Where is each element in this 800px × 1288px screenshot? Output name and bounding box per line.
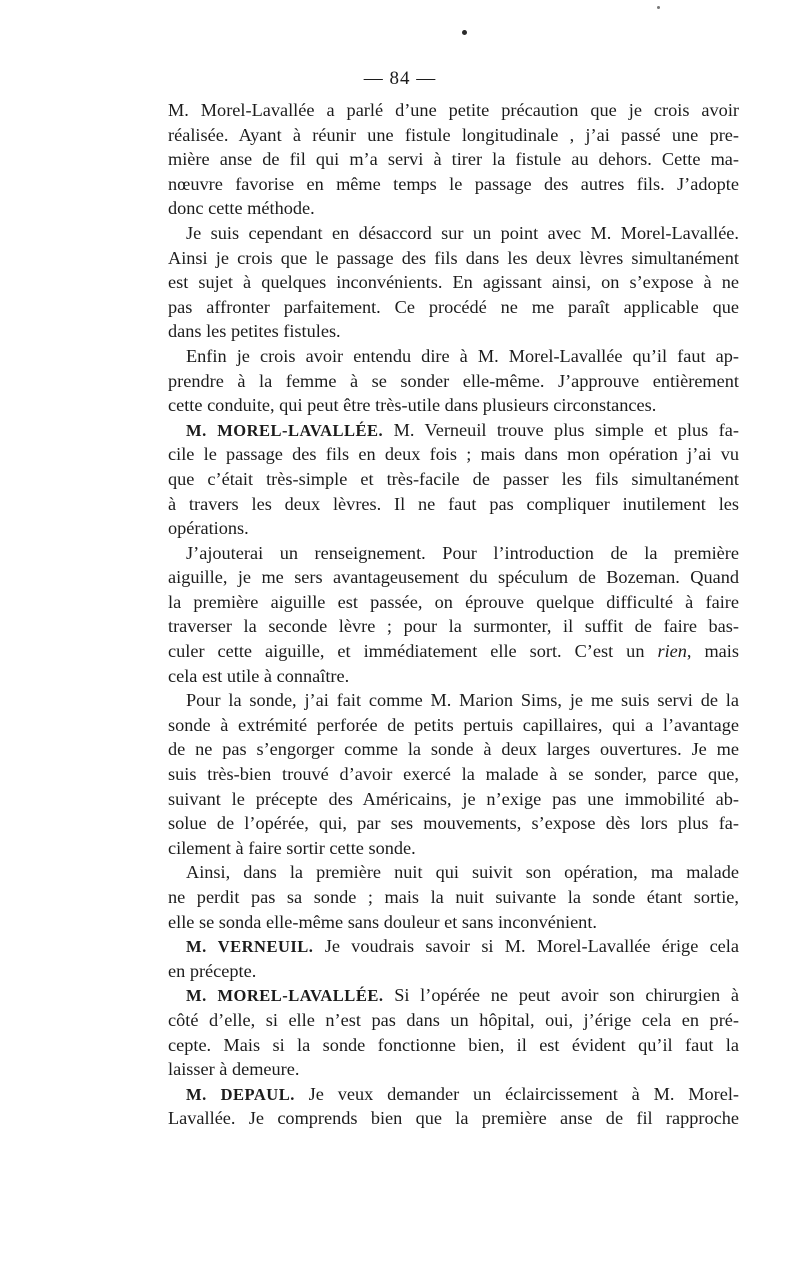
line-text: cile le passage des fils en deux fois ; mais dans mon opération j’ai vu xyxy=(168,444,739,465)
text-line xyxy=(168,762,739,787)
paragraph xyxy=(168,860,739,934)
line-text: J’ajouterai un renseignement. Pour l’introduction de la première xyxy=(186,542,739,563)
text-line xyxy=(168,590,739,615)
line-text: à travers les deux lèvres. Il ne faut pas compliquer inutilement les xyxy=(168,493,739,514)
paragraph xyxy=(168,934,739,983)
paragraph xyxy=(168,418,739,541)
line-text: cela est utile à connaître. xyxy=(168,665,350,686)
line-text: en précepte. xyxy=(168,960,257,981)
text-line xyxy=(168,344,739,369)
line-text: solue de l’opérée, qui, par ses mouvements, s’expose dès lors plus fa- xyxy=(168,813,739,834)
line-text: nœuvre favorise en même temps le passage des autres fils. J’adopte xyxy=(168,173,739,194)
text-line xyxy=(168,541,739,566)
line-text: est sujet à quelques inconvénients. En agissant ainsi, on s’expose à ne xyxy=(168,272,739,293)
ink-speck xyxy=(462,30,467,35)
line-text: que c’était très-simple et très-facile de passer les fils simultanément xyxy=(168,468,739,489)
paragraph xyxy=(168,344,739,418)
text-line xyxy=(168,959,739,984)
text-line xyxy=(168,688,739,713)
text-line xyxy=(168,221,739,246)
speaker-name: M. MOREL-LAVALLÉE. xyxy=(186,420,384,440)
line-text: Je voudrais savoir si M. Morel-Lavallée érige cela xyxy=(324,936,739,957)
text-line xyxy=(168,811,739,836)
line-text: cette conduite, qui peut être très-utile dans plusieurs circonstances. xyxy=(168,395,657,416)
line-text: Enfin je crois avoir entendu dire à M. Morel-Lavallée qu’il faut ap- xyxy=(186,345,739,366)
text-line xyxy=(168,442,739,467)
line-text: elle se sonda elle-même sans douleur et sans inconvénient. xyxy=(168,911,597,932)
speaker-name: M. MOREL-LAVALLÉE. xyxy=(186,986,384,1006)
text-line xyxy=(168,664,739,689)
ink-speck xyxy=(657,6,660,9)
line-text: sonde à extrémité perforée de petits pertuis capillaires, qui a l’avantage xyxy=(168,714,739,735)
paragraph xyxy=(168,541,739,689)
line-text: dans les petites fistules. xyxy=(168,321,341,342)
line-text: mière anse de fil qui m’a servi à tirer la fistule au dehors. Cette ma- xyxy=(168,149,739,170)
text-line xyxy=(168,737,739,762)
line-text: opérations. xyxy=(168,518,249,539)
text-line xyxy=(168,934,739,959)
line-text: cepte. Mais si la sonde fonctionne bien, il est évident qu’il faut la xyxy=(168,1034,739,1055)
line-text: Ainsi je crois que le passage des fils dans les deux lèvres simultanément xyxy=(168,247,739,268)
line-text: Si l’opérée ne peut avoir son chirurgien à xyxy=(394,985,739,1006)
line-text: M. Morel-Lavallée a parlé d’une petite précaution que je crois avoir xyxy=(168,100,739,120)
text-line xyxy=(168,393,739,418)
text-line xyxy=(168,1106,739,1131)
body-text xyxy=(168,98,739,1131)
text-line xyxy=(168,885,739,910)
line-text: Je suis cependant en désaccord sur un point avec M. Morel-Lavallée. xyxy=(186,222,739,243)
paragraph xyxy=(168,98,739,221)
line-text: de ne pas s’engorger comme la sonde à deux larges ouvertures. Je me xyxy=(168,739,739,760)
text-line xyxy=(168,319,739,344)
paragraph xyxy=(168,983,739,1081)
speaker-name: M. VERNEUIL. xyxy=(186,937,314,957)
line-text: Pour la sonde, j’ai fait comme M. Marion Sims, je me suis servi de la xyxy=(186,690,739,711)
paragraph xyxy=(168,688,739,860)
paragraph xyxy=(168,221,739,344)
text-line xyxy=(168,983,739,1008)
line-text: pas affronter parfaitement. Ce procédé ne me paraît applicable que xyxy=(168,296,739,317)
text-line xyxy=(168,787,739,812)
text-line xyxy=(168,910,739,935)
line-text: prendre à la femme à se sonder elle-même. J’approuve entièrement xyxy=(168,370,739,391)
line-text: réalisée. Ayant à réunir une fistule longitudinale , j’ai passé une pre- xyxy=(168,124,739,145)
text-line xyxy=(168,1033,739,1058)
line-text: culer cette aiguille, et immédiatement elle sort. C’est un rien, mais xyxy=(168,641,739,662)
text-line xyxy=(168,295,739,320)
text-line xyxy=(168,369,739,394)
line-text: Lavallée. Je comprends bien que la première anse de fil rapproche xyxy=(168,1108,739,1129)
page-number: — 84 — xyxy=(363,68,437,89)
line-text: M. Verneuil trouve plus simple et plus fa- xyxy=(393,419,739,440)
text-line xyxy=(168,492,739,517)
text-line xyxy=(168,418,739,443)
text-line xyxy=(168,614,739,639)
line-text: suis très-bien trouvé d’avoir exercé la malade à se sonder, parce que, xyxy=(168,764,739,785)
line-text: Je veux demander un éclaircissement à M. Morel- xyxy=(308,1083,739,1104)
line-text: cilement à faire sortir cette sonde. xyxy=(168,837,416,858)
text-line xyxy=(168,172,739,197)
text-line xyxy=(168,1008,739,1033)
paragraph xyxy=(168,1082,739,1131)
text-line xyxy=(168,565,739,590)
line-text: aiguille, je me sers avantageusement du spéculum de Bozeman. Quand xyxy=(168,567,739,588)
text-line xyxy=(168,467,739,492)
text-line xyxy=(168,836,739,861)
line-text: suivant le précepte des Américains, je n’exige pas une immobilité ab- xyxy=(168,788,739,809)
text-line xyxy=(168,1057,739,1082)
text-line xyxy=(168,246,739,271)
text-line xyxy=(168,270,739,295)
speaker-name: M. DEPAUL. xyxy=(186,1084,295,1104)
line-text: laisser à demeure. xyxy=(168,1059,300,1080)
text-line xyxy=(168,196,739,221)
text-line xyxy=(168,713,739,738)
text-line xyxy=(168,123,739,148)
line-text: côté d’elle, si elle n’est pas dans un hôpital, oui, j’érige cela en pré- xyxy=(168,1009,739,1030)
text-line xyxy=(168,639,739,664)
line-text: ne perdit pas sa sonde ; mais la nuit suivante la sonde étant sortie, xyxy=(168,887,739,907)
line-text: traverser la seconde lèvre ; pour la surmonter, il suffit de faire bas- xyxy=(168,616,739,637)
text-line xyxy=(168,98,739,123)
text-line xyxy=(168,516,739,541)
line-text: la première aiguille est passée, on éprouve quelque difficulté à faire xyxy=(168,591,739,612)
line-text: Ainsi, dans la première nuit qui suivit son opération, ma malade xyxy=(186,862,739,883)
text-line xyxy=(168,147,739,172)
line-text: donc cette méthode. xyxy=(168,198,315,219)
text-line xyxy=(168,860,739,885)
text-line xyxy=(168,1082,739,1107)
